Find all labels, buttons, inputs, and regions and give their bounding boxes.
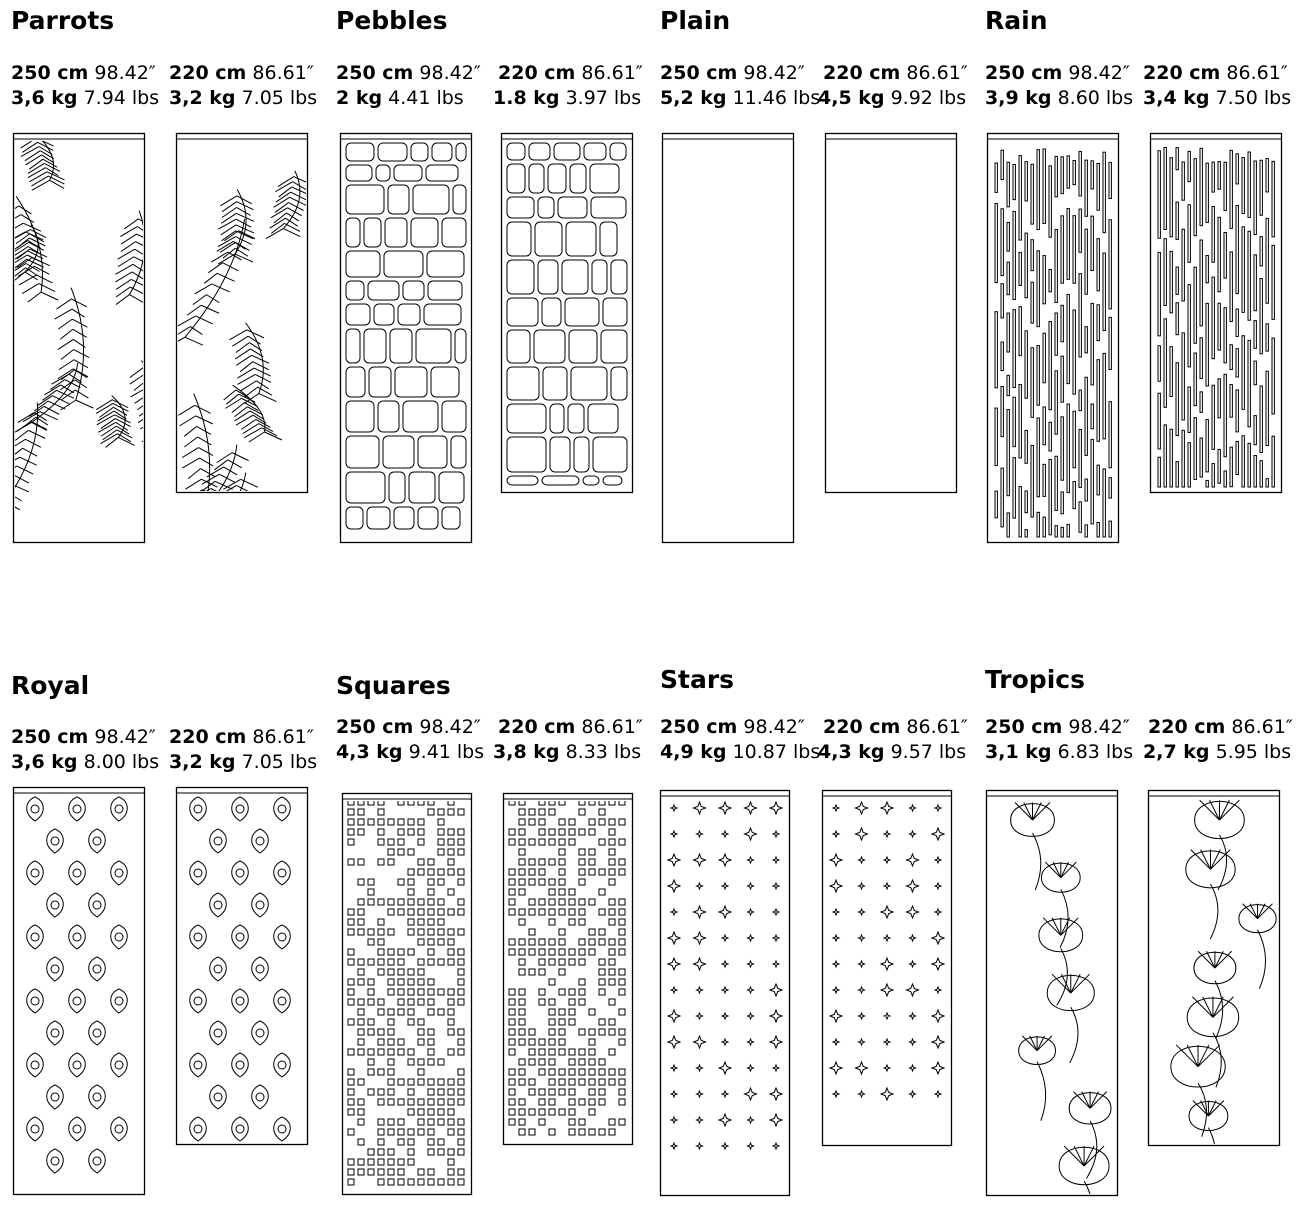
spec-weight-250: 3,1 kg 6.83 lbs	[985, 741, 1134, 763]
spec-length-250: 250 cm 98.42″	[11, 726, 156, 748]
palm-leaflet	[290, 537, 306, 547]
spec-length-250: 250 cm 98.42″	[11, 62, 156, 84]
palm-leaflet	[307, 582, 325, 592]
palm-leaflet	[189, 503, 203, 513]
panel-outline	[343, 794, 472, 1195]
palm-leaflet	[190, 524, 203, 532]
palm-leaflet	[202, 516, 215, 526]
spec-length-250: 250 cm 98.42″	[336, 62, 481, 84]
spec-length-220: 220 cm 86.61″	[1148, 716, 1293, 738]
palm-leaflet	[207, 504, 223, 514]
panel-outline	[502, 134, 633, 493]
pebbles-panel-220	[501, 133, 633, 493]
palm-leaflet	[155, 413, 170, 421]
palm-leaflet	[310, 546, 327, 554]
spec-weight-250: 2 kg 4.41 lbs	[336, 87, 464, 109]
palm-leaflet	[329, 591, 344, 599]
palm-leaflet	[160, 432, 176, 440]
spec-weight-220: 3,8 kg 8.33 lbs	[493, 741, 642, 763]
palm-leaflet	[296, 546, 310, 556]
palm-leaflet	[145, 374, 160, 382]
spec-weight-250: 4,3 kg 9.41 lbs	[336, 741, 485, 763]
palm-leaflet	[300, 564, 318, 574]
panel-outline	[823, 791, 952, 1146]
spec-weight-250: 3,9 kg 8.60 lbs	[985, 87, 1134, 109]
spec-length-250: 250 cm 98.42″	[660, 716, 805, 738]
palm-leaflet	[277, 501, 292, 511]
palm-leaflet	[219, 510, 234, 518]
palm-leaflet	[190, 528, 205, 538]
stars-panel-220	[822, 790, 952, 1146]
panel-outline	[14, 788, 145, 1195]
panel-title-pebbles: Pebbles	[336, 6, 448, 35]
spec-weight-220: 3,2 kg 7.05 lbs	[169, 87, 318, 109]
spec-length-220: 220 cm 86.61″	[823, 62, 968, 84]
panel-title-plain: Plain	[660, 6, 731, 35]
palm-leaflet	[194, 517, 209, 525]
panel-title-rain: Rain	[985, 6, 1048, 35]
spec-length-220: 220 cm 86.61″	[169, 62, 314, 84]
palm-leaflet	[191, 511, 204, 521]
palm-leaflet	[295, 510, 311, 518]
palm-leaflet	[300, 555, 314, 565]
spec-weight-250: 3,6 kg 8.00 lbs	[11, 751, 160, 773]
palm-leaflet	[147, 380, 161, 388]
palm-leaflet	[207, 496, 222, 504]
palm-leaflet	[201, 535, 217, 543]
palm-leaflet	[0, 484, 11, 494]
panel-outline	[987, 791, 1118, 1196]
spec-weight-250: 4,9 kg 10.87 lbs	[660, 741, 821, 763]
squares-panel-250	[342, 793, 472, 1195]
palm-leaflet	[143, 368, 156, 376]
panel-outline	[826, 134, 957, 493]
spec-weight-220: 1.8 kg 3.97 lbs	[493, 87, 642, 109]
panel-title-royal: Royal	[11, 671, 90, 700]
palm-leaflet	[196, 541, 211, 549]
panel-outline	[14, 134, 145, 543]
squares-panel-220	[503, 793, 633, 1145]
parrots-panel-220	[176, 133, 308, 493]
palm-leaflet	[158, 425, 173, 433]
panel-title-tropics: Tropics	[985, 665, 1085, 694]
plain-panel-220	[825, 133, 957, 493]
palm-leaflet	[291, 501, 304, 509]
palm-leaflet	[186, 500, 203, 510]
palm-leaflet	[188, 535, 201, 545]
spec-length-220: 220 cm 86.61″	[498, 62, 643, 84]
spec-weight-250: 5,2 kg 11.46 lbs	[660, 87, 821, 109]
palm-leaflet	[0, 493, 8, 503]
spec-length-220: 220 cm 86.61″	[169, 726, 314, 748]
palm-leaflet	[299, 519, 317, 527]
palm-leaflet	[223, 504, 236, 512]
tropics-panel-220	[1148, 790, 1280, 1146]
panel-title-parrots: Parrots	[11, 6, 115, 35]
palm-leaflet	[151, 400, 168, 408]
palm-leaflet	[194, 522, 210, 532]
palm-leaflet	[146, 425, 158, 435]
palm-leaflet	[288, 528, 302, 538]
rain-panel-250	[987, 133, 1119, 543]
stars-panel-250	[660, 790, 790, 1196]
palm-leaflet	[325, 582, 341, 590]
spec-length-250: 250 cm 98.42″	[336, 716, 481, 738]
palm-leaflet	[179, 517, 194, 527]
palm-leaflet	[203, 510, 218, 520]
palm-leaflet	[204, 511, 218, 519]
palm-leaflet	[150, 393, 162, 401]
tropics-panel-250	[986, 790, 1118, 1196]
parrots-panel-250	[13, 133, 145, 543]
palm-leaflet	[205, 528, 221, 536]
spec-weight-220: 3,4 kg 7.50 lbs	[1143, 87, 1292, 109]
palm-leaflet	[148, 387, 164, 395]
panel-outline	[663, 134, 794, 543]
palm-leaflet	[306, 537, 318, 545]
panel-title-squares: Squares	[336, 671, 451, 700]
palm-leaflet	[227, 498, 243, 506]
plain-panel-250	[662, 133, 794, 543]
palm-leaflet	[304, 573, 321, 583]
palm-leaflet	[180, 510, 198, 520]
palm-leaflet	[210, 498, 227, 508]
palm-leaflet	[0, 502, 5, 512]
panel-title-stars: Stars	[660, 665, 735, 694]
spec-length-250: 250 cm 98.42″	[985, 62, 1130, 84]
spec-length-220: 220 cm 86.61″	[498, 716, 643, 738]
palm-leaflet	[303, 528, 319, 536]
palm-leaflet	[189, 496, 207, 506]
spec-weight-220: 4,5 kg 9.92 lbs	[818, 87, 967, 109]
spec-weight-220: 2,7 kg 5.95 lbs	[1143, 741, 1292, 763]
palm-leaflet	[153, 406, 170, 414]
palm-leaflet	[202, 503, 218, 511]
palm-leaflet	[210, 522, 224, 530]
rain-panel-220	[1150, 133, 1282, 493]
spec-length-250: 250 cm 98.42″	[985, 716, 1130, 738]
palm-leaflet	[172, 524, 190, 534]
palm-leaflet	[182, 541, 196, 551]
palm-frond-stem	[287, 491, 329, 591]
spec-length-220: 220 cm 86.61″	[1143, 62, 1288, 84]
spec-weight-220: 3,2 kg 7.05 lbs	[169, 751, 318, 773]
palm-leaflet	[314, 591, 329, 601]
panel-outline	[1149, 791, 1280, 1146]
spec-length-250: 250 cm 98.42″	[660, 62, 805, 84]
royal-panel-220	[176, 787, 308, 1145]
spec-weight-220: 4,3 kg 9.57 lbs	[818, 741, 967, 763]
palm-leaflet	[198, 510, 213, 518]
royal-panel-250	[13, 787, 145, 1195]
pebbles-panel-250	[340, 133, 472, 543]
palm-leaflet	[214, 516, 228, 524]
palm-leaflet	[277, 510, 295, 520]
palm-leaflet	[318, 564, 335, 572]
spec-length-220: 220 cm 86.61″	[823, 716, 968, 738]
panel-outline	[177, 788, 308, 1145]
palm-leaflet	[203, 500, 219, 508]
palm-leaflet	[0, 475, 14, 485]
spec-weight-250: 3,6 kg 7.94 lbs	[11, 87, 160, 109]
palm-leaflet	[156, 419, 174, 427]
palm-leaflet	[284, 519, 298, 529]
palm-leaflet	[314, 555, 328, 563]
palm-leaflet	[321, 573, 337, 581]
